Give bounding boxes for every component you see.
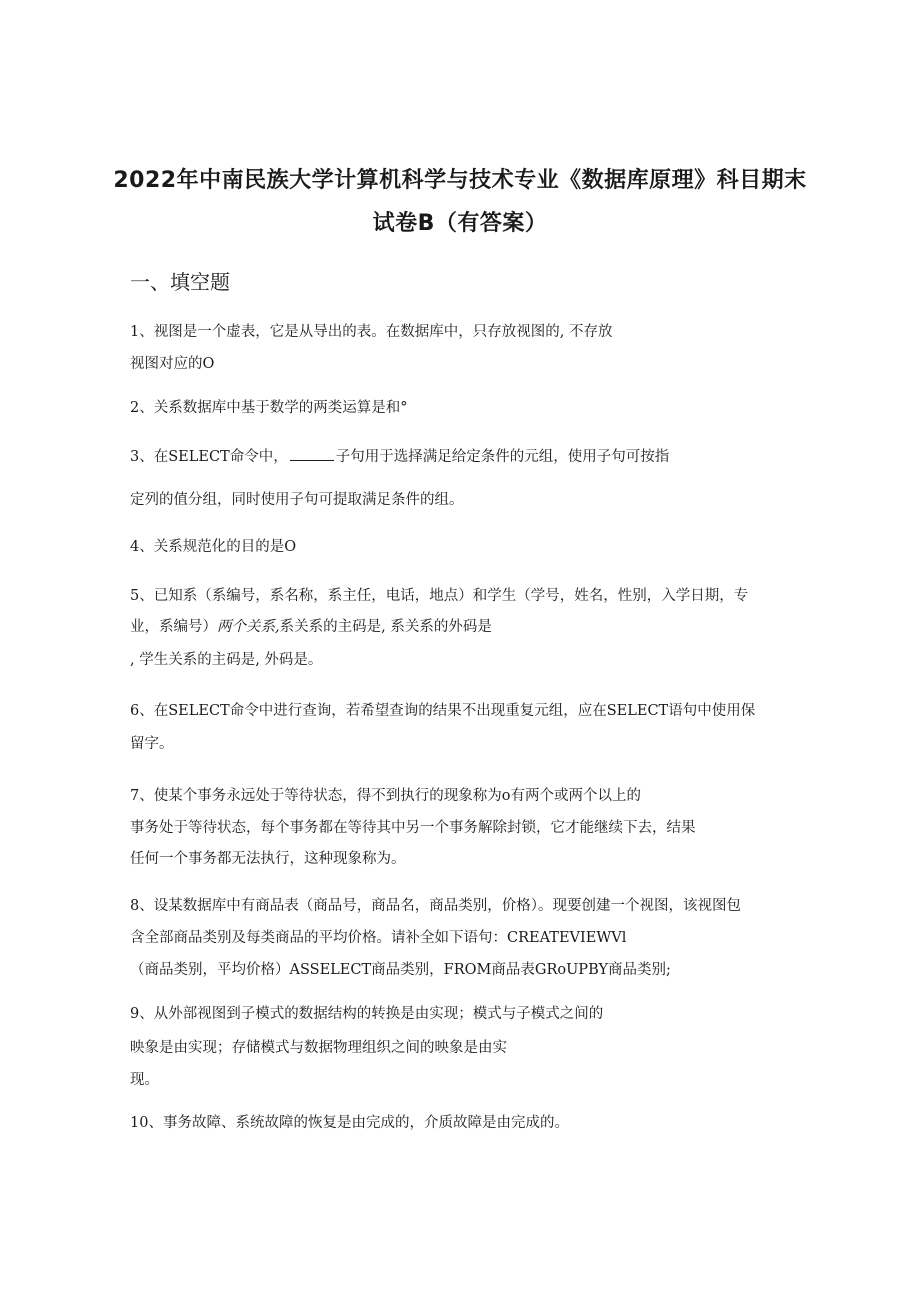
section-heading-fill-in-blank: 一、填空题	[130, 270, 230, 294]
document-title-line-2: 试卷B（有答案）	[372, 211, 548, 236]
question-8-line-3: （商品类别，平均价格）ASSELECT商品类别，FROM商品表GRoUPBY商品类别;	[130, 962, 671, 978]
question-5-l2-a: 业，系编号）	[130, 619, 217, 635]
question-9-line-2: 映象是由实现；存储模式与数据物理组织之间的映象是由实	[130, 1040, 507, 1056]
question-5-l2-italic: 两个关系,	[217, 619, 280, 635]
question-8-line-2: 含全部商品类别及每类商品的平均价格。请补全如下语句：CREATEVIEWVl	[130, 930, 627, 946]
question-3-suffix: 子句用于选择满足给定条件的元组，使用子句可按指	[335, 449, 670, 465]
question-3-line-2: 定列的值分组，同时使用子句可提取满足条件的组。	[130, 492, 464, 508]
document-title-line-1: 2022年中南民族大学计算机科学与技术专业《数据库原理》科目期末	[113, 168, 807, 193]
question-4-line-1: 4、关系规范化的目的是O	[130, 539, 297, 555]
question-5-l2-c: 系关系的主码是, 系关系的外码是	[279, 619, 492, 635]
question-5-line-3: , 学生关系的主码是, 外码是。	[130, 652, 323, 668]
question-6-line-2: 留字。	[130, 736, 174, 752]
question-1-line-1: 1、视图是一个虚表，它是从导出的表。在数据库中，只存放视图的, 不存放	[130, 324, 613, 340]
question-8-line-1: 8、设某数据库中有商品表（商品号，商品名，商品类别，价格）。现要创建一个视图，该视图包	[130, 898, 741, 914]
question-5-line-2	[130, 617, 492, 637]
question-7-line-1: 7、使某个事务永远处于等待状态，得不到执行的现象称为o有两个或两个以上的	[130, 788, 641, 804]
question-3-prefix: 3、在SELECT命令中，	[130, 449, 288, 465]
question-6-line-1: 6、在SELECT命令中进行查询，若希望查询的结果不出现重复元组，应在SELECT语句中使用保	[130, 703, 756, 719]
question-9-line-1: 9、从外部视图到子模式的数据结构的转换是由实现；模式与子模式之间的	[130, 1006, 604, 1022]
question-3-line-1	[130, 446, 669, 467]
question-9-line-3: 现。	[130, 1072, 159, 1088]
question-10-line-1: 10、事务故障、系统故障的恢复是由完成的，介质故障是由完成的。	[130, 1115, 569, 1131]
question-1-line-2: 视图对应的O	[130, 356, 215, 372]
question-7-line-3: 任何一个事务都无法执行，这种现象称为。	[130, 851, 406, 867]
question-2-line-1: 2、关系数据库中基于数学的两类运算是和°	[130, 400, 408, 416]
question-7-line-2: 事务处于等待状态，每个事务都在等待其中另一个事务解除封锁，它才能继续下去，结果	[130, 820, 696, 836]
question-5-line-1: 5、已知系（系编号，系名称，系主任，电话，地点）和学生（学号，姓名，性别，入学日期，专	[130, 588, 749, 604]
answer-blank	[290, 446, 334, 461]
